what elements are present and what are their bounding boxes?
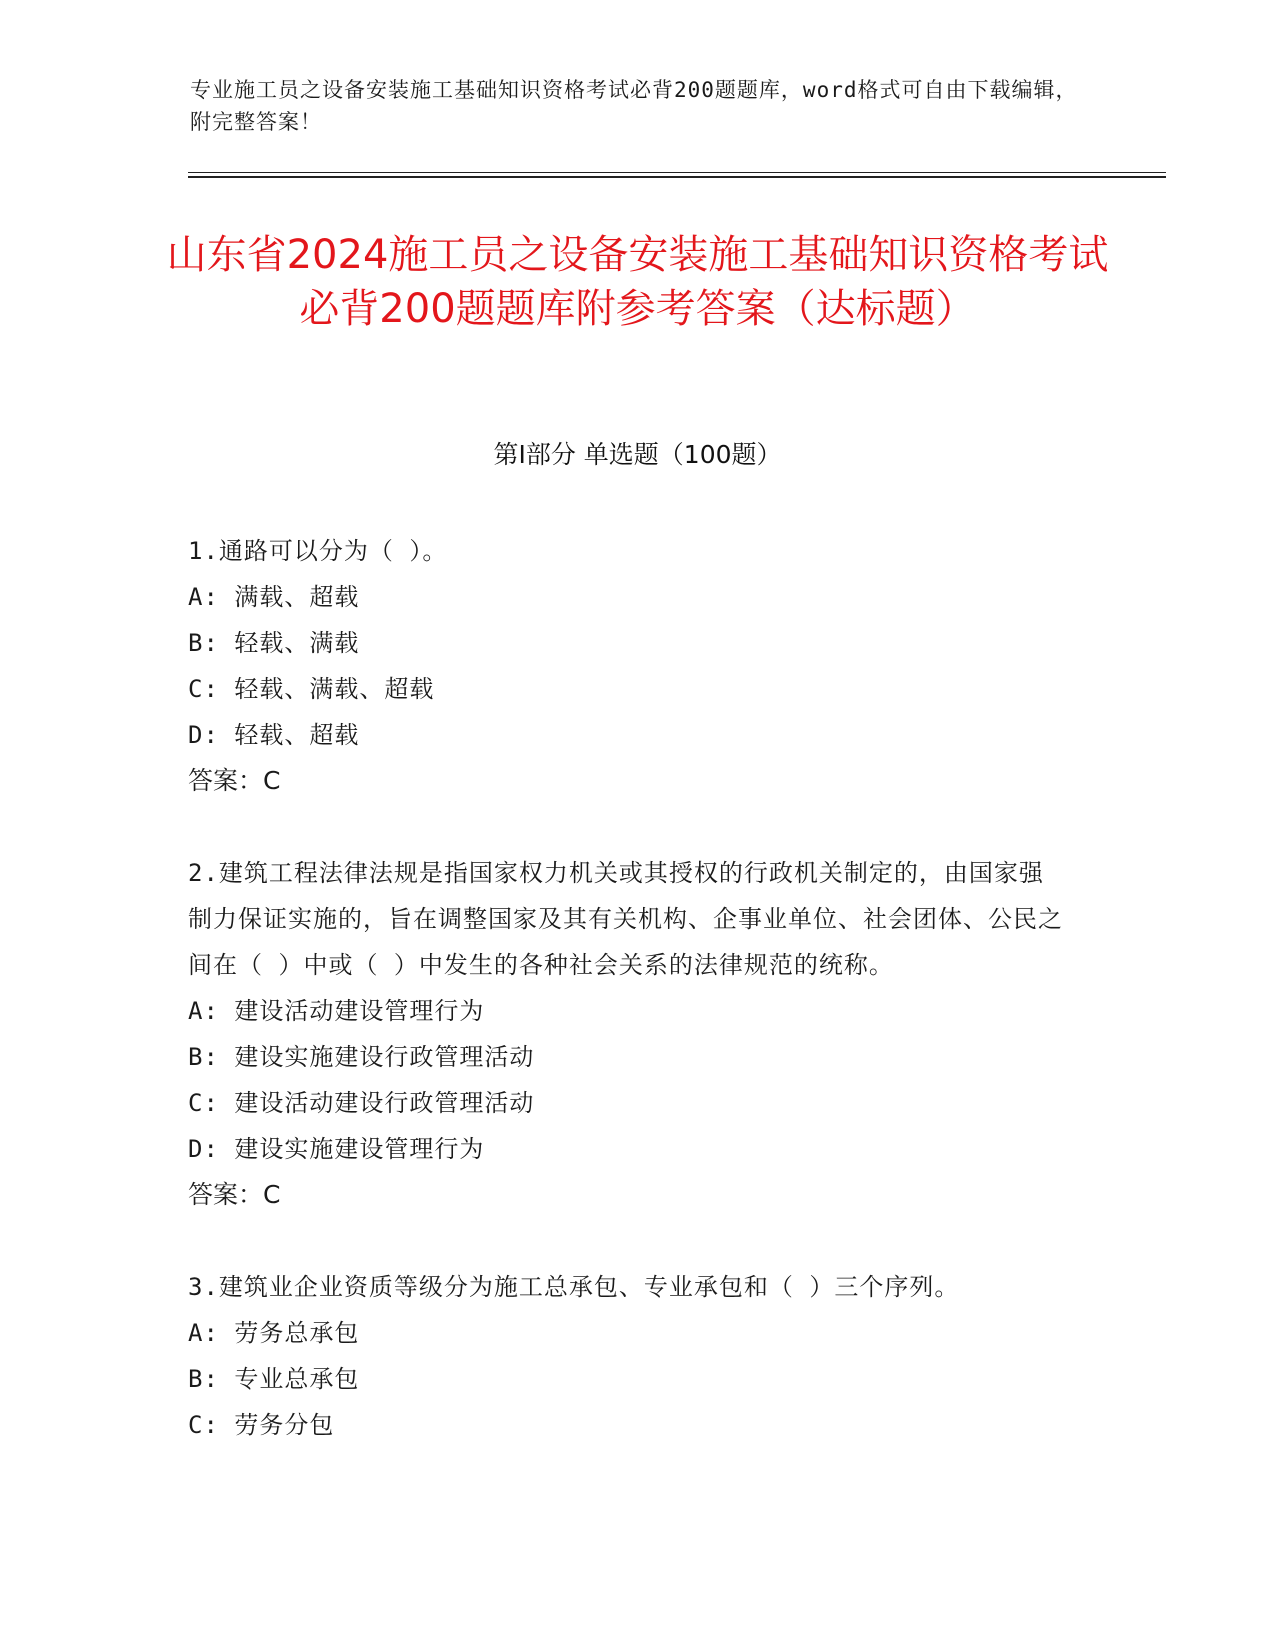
section-heading: 第Ⅰ部分 单选题（100题）: [493, 440, 782, 469]
option-b: B: 轻载、满载: [188, 629, 360, 657]
answer: 答案：C: [188, 1180, 281, 1209]
option-d: D: 建设实施建设管理行为: [188, 1135, 485, 1163]
header-rule-thin: [188, 172, 1166, 173]
option-c: C: 建设活动建设行政管理活动: [188, 1089, 535, 1117]
option-b: B: 建设实施建设行政管理活动: [188, 1043, 535, 1071]
question-3: [188, 1264, 1068, 1448]
question-stem: 3.建筑业企业资质等级分为施工总承包、专业承包和（ ）三个序列。: [188, 1273, 960, 1301]
question-1: [188, 528, 1068, 804]
question-stem: 1.通路可以分为（ ）。: [188, 537, 448, 565]
intro-text: 专业施工员之设备安装施工基础知识资格考试必背200题题库，word格式可自由下载编辑，附完整答案！: [190, 78, 1078, 134]
question-stem: 2.建筑工程法律法规是指国家权力机关或其授权的行政机关制定的，由国家强制力保证实施的，旨在调整国家及其有关机构、企事业单位、社会团体、公民之间在（ ）中或（ ）中发生的各种社会关系的法律规范的统称。: [188, 859, 1063, 979]
document-title: 山东省2024施工员之设备安装施工基础知识资格考试必背200题题库附参考答案（达标题）: [166, 232, 1109, 332]
option-a: A: 建设活动建设管理行为: [188, 997, 485, 1025]
option-c: C: 劳务分包: [188, 1411, 335, 1439]
option-c: C: 轻载、满载、超载: [188, 675, 435, 703]
option-b: B: 专业总承包: [188, 1365, 360, 1393]
question-2: [188, 850, 1068, 1218]
question-list: [188, 528, 1068, 1494]
option-a: A: 劳务总承包: [188, 1319, 360, 1347]
option-a: A: 满载、超载: [188, 583, 360, 611]
header-rule-thick: [188, 176, 1166, 178]
answer: 答案：C: [188, 766, 281, 795]
option-d: D: 轻载、超载: [188, 721, 360, 749]
